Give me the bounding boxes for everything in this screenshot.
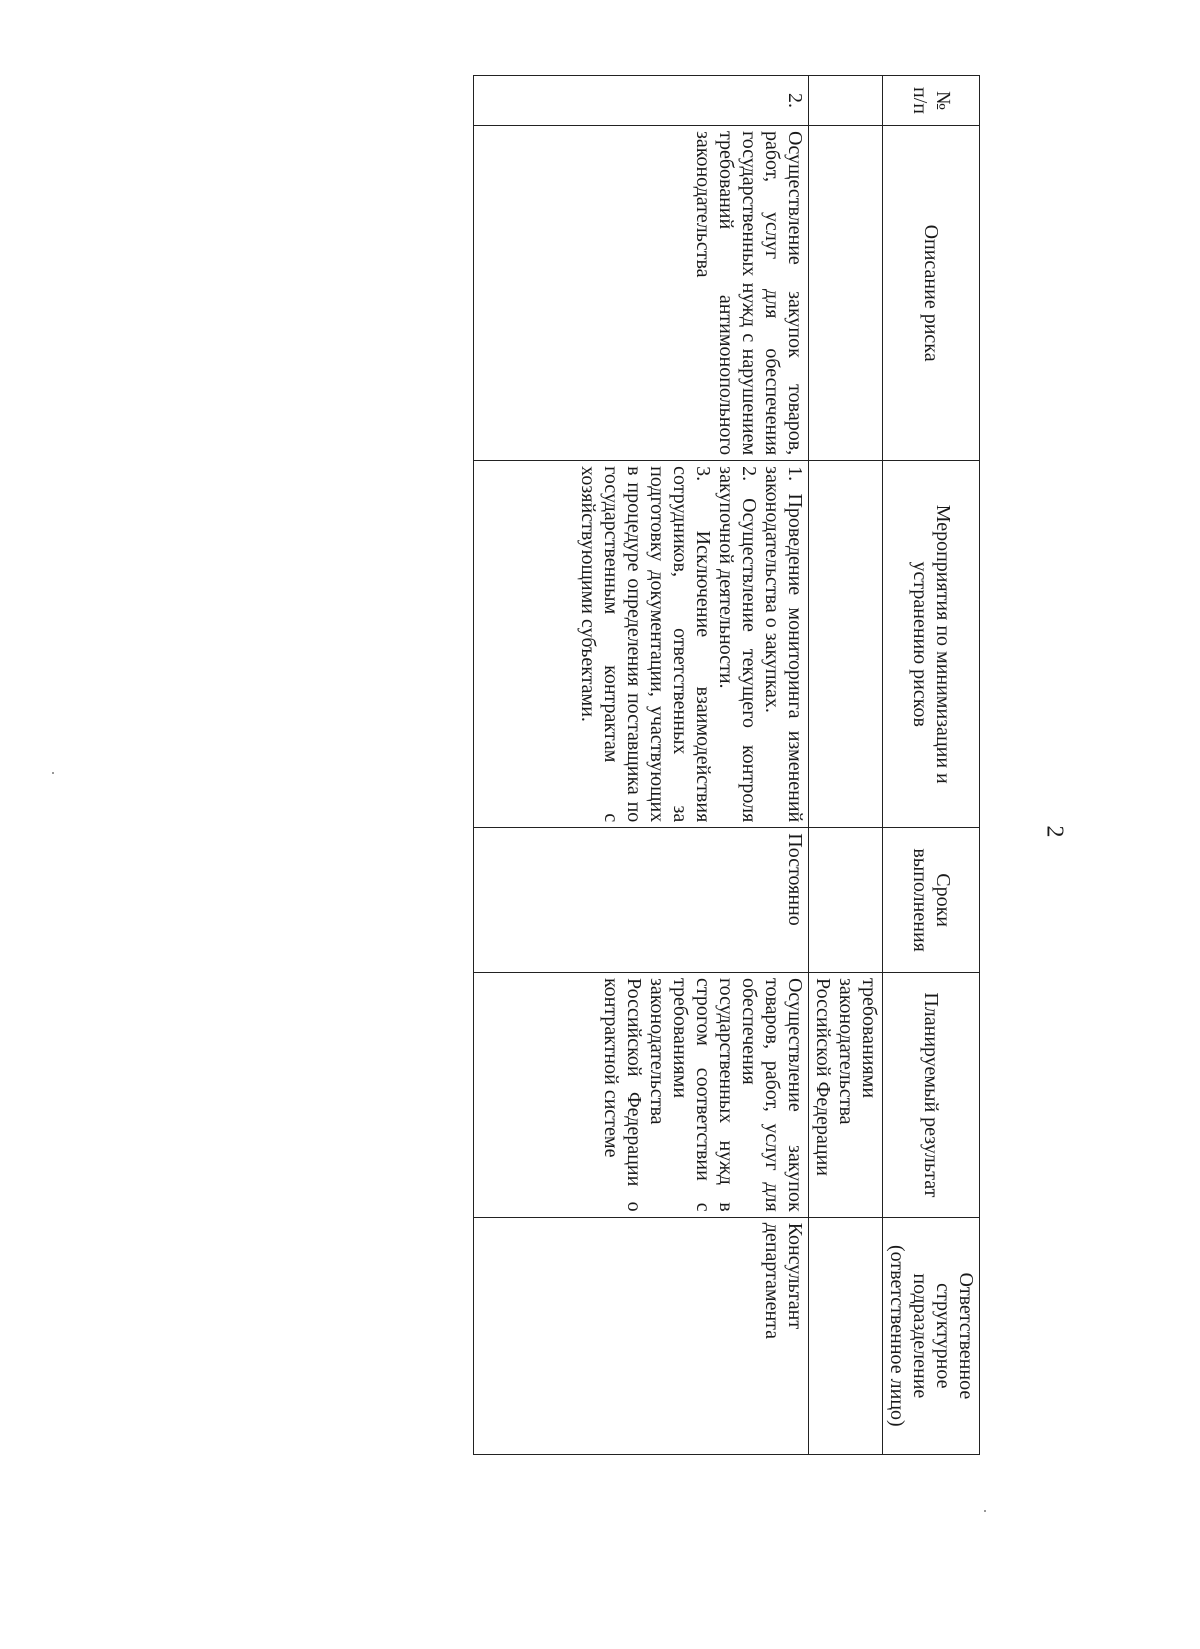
cell-responsible: Консультант департамента — [474, 1217, 809, 1454]
table-header-row — [883, 76, 980, 1455]
cell-description — [809, 126, 883, 461]
cell-responsible — [809, 1217, 883, 1454]
scan-speck — [984, 1510, 986, 1512]
cell-num: 2. — [474, 76, 809, 126]
cell-measures — [809, 461, 883, 828]
cell-result: требованиями законодательства Российской Федерации — [809, 972, 883, 1217]
risk-table — [473, 75, 980, 1455]
header-measures: Мероприятия по минимизации и устранению рисков — [883, 461, 980, 828]
cell-description: Осуществление закупок товаров, работ, услуг для обеспечения государственных нужд с нарушением требований антимонопольного законодательства — [474, 126, 809, 461]
header-result: Планируемый результат — [883, 972, 980, 1217]
measure-item: 2. Осуществление текущего контроля закупочной деятельности. — [715, 466, 760, 823]
page-number: 2 — [1041, 825, 1068, 838]
cell-num — [809, 76, 883, 126]
header-description: Описание риска — [883, 126, 980, 461]
cell-result: Осуществление закупок товаров, работ, услуг для обеспечения государственных нужд в строгом соответствии с требованиями законодательства Российской Федерации о контрактной системе — [474, 972, 809, 1217]
measure-item: 1. Проведение мониторинга изменений законодательства о закупках. — [761, 466, 806, 823]
header-num: № п/п — [883, 76, 980, 126]
measure-item: 3. Исключение взаимодействия сотрудников, ответственных за подготовку документации, участвующих в процедуре определения поставщика по государственным контрактам с хозяйствующими субъектами. — [577, 466, 714, 823]
table-row — [474, 76, 809, 1455]
rotated-table-container — [380, 75, 980, 1455]
header-responsible: Ответственное структурное подразделение (ответственное лицо) — [883, 1217, 980, 1454]
scan-speck — [52, 772, 54, 774]
table-row-continuation — [809, 76, 883, 1455]
cell-deadline — [809, 828, 883, 973]
cell-measures — [474, 461, 809, 828]
header-deadline: Сроки выполнения — [883, 828, 980, 973]
cell-deadline: Постоянно — [474, 828, 809, 973]
